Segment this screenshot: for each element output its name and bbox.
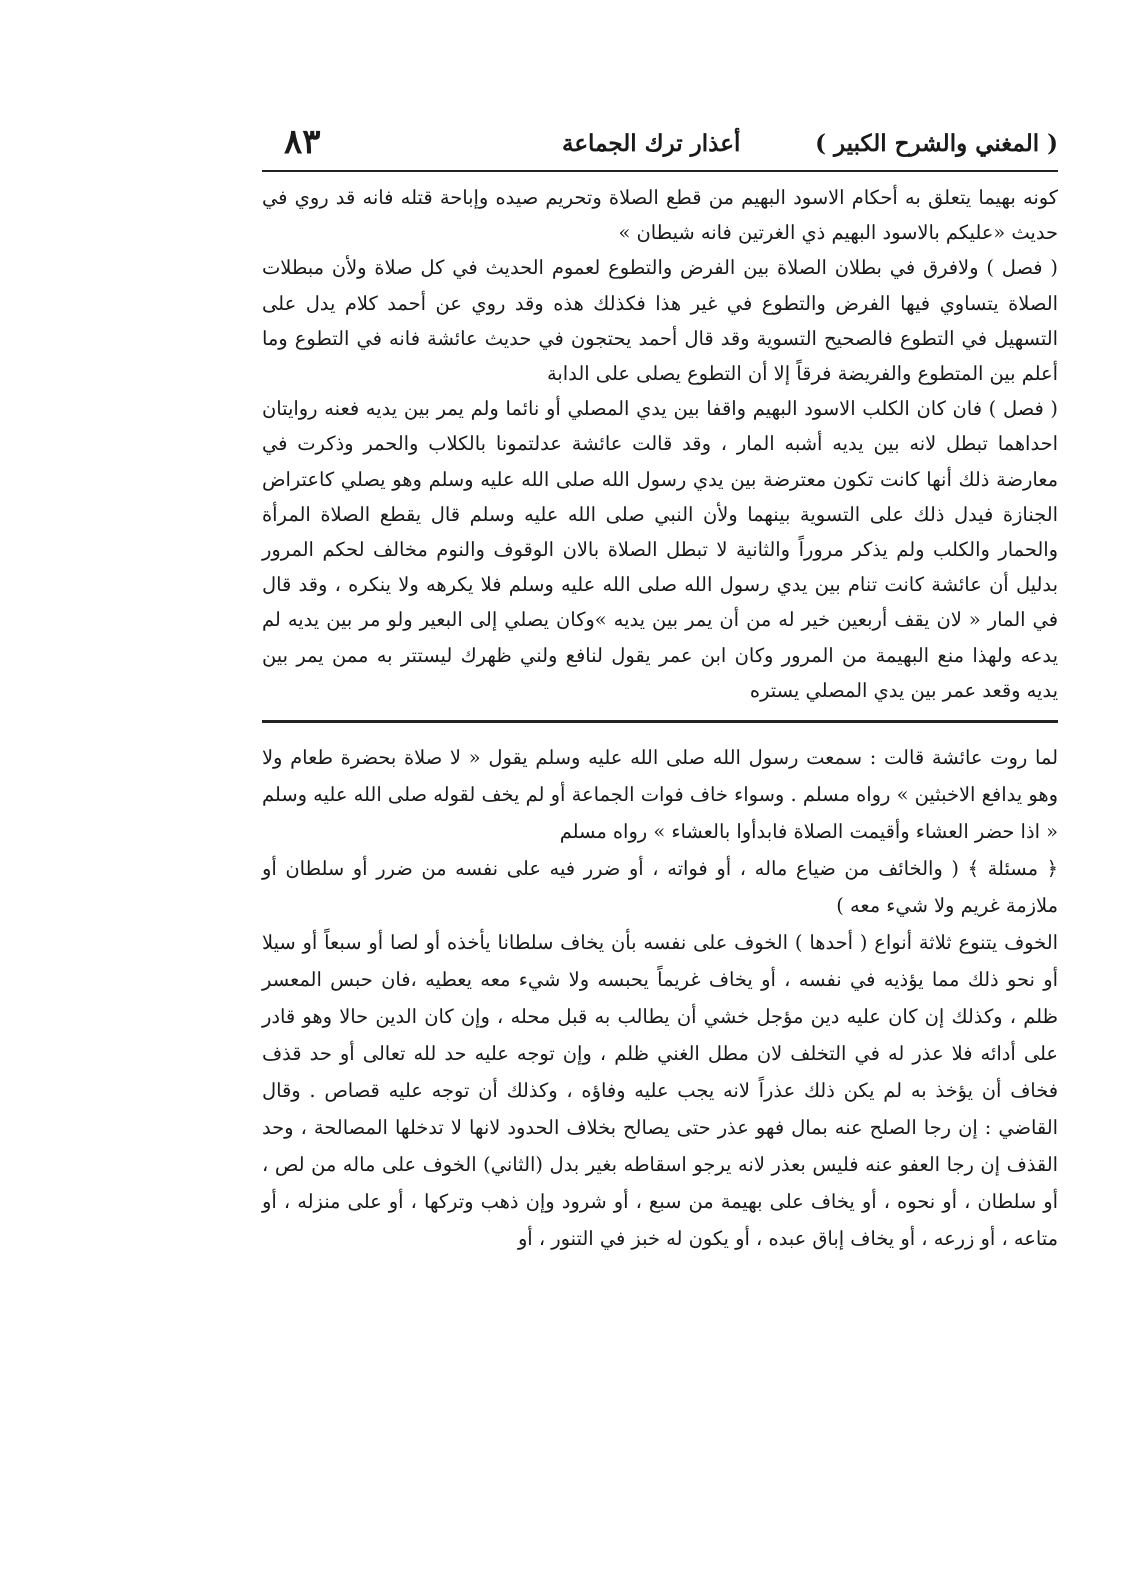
- main-paragraph: كونه بهيما يتعلق به أحكام الاسود البهيم من قطع الصلاة وتحريم صيده وإباحة قتله فانه قد روي في حديث «عليكم بالاسود البهيم ذي الغرتين فانه شيطان »: [262, 186, 1058, 245]
- book-page: [262, 118, 1058, 1257]
- section-title: أعذار ترك الجماعة: [562, 130, 741, 157]
- page-number: ٨٣: [284, 122, 321, 162]
- main-paragraph: ( فصل ) ولافرق في بطلان الصلاة بين الفرض والتطوع لعموم الحديث في كل صلاة ولأن مبطلات الصلاة يتساوي فيها الفرض والتطوع في غير هذا فكذلك هذه وقد روي عن أحمد كلام يدل على التسهيل في التطوع فالصحيح التسوية وقد قال أحمد يحتجون في حديث عائشة فانه في التطوع وما أعلم بين المتطوع والفريضة فرقاً إلا أن التطوع يصلى على الدابة: [262, 256, 1058, 386]
- book-title: ( المغني والشرح الكبير ): [815, 130, 1058, 157]
- main-text: [262, 180, 1058, 708]
- section-divider: [262, 720, 1058, 723]
- lower-text: [262, 739, 1058, 1257]
- lower-paragraph: ﴿ مسئلة ﴾ ( والخائف من ضياع ماله ، أو فواته ، أو ضرر فيه على نفسه من ضرر أو سلطان أو ملازمة غريم ولا شيء معه ): [262, 857, 1058, 918]
- page-header: [262, 118, 1058, 172]
- lower-paragraph: الخوف يتنوع ثلاثة أنواع ( أحدها ) الخوف على نفسه بأن يخاف سلطانا يأخذه أو لصا أو سبعاً أو سيلا أو نحو ذلك مما يؤذيه في نفسه ، أو يخاف غريماً يحبسه ولا شيء معه يعطيه ،فان حبس المعسر ظلم ، وكذلك إن كان عليه دين مؤجل خشي أن يطالب به قبل محله ، وإن كان الدين حالا وهو قادر على أدائه فلا عذر له في التخلف لان مطل الغني ظلم ، وإن توجه عليه حد لله تعالى أو حد قذف فخاف أن يؤخذ به لم يكن ذلك عذراً لانه يجب عليه وفاؤه ، وكذلك أن توجه عليه قصاص . وقال القاضي : إن رجا الصلح عنه بمال فهو عذر حتى يصالح بخلاف الحدود لانها لا تدخلها المصالحة ، وحد القذف إن رجا العفو عنه فليس بعذر لانه يرجو اسقاطه بغير بدل (الثاني) الخوف على ماله من لص ، أو سلطان ، أو نحوه ، أو يخاف على بهيمة من سبع ، أو شرود وإن ذهب وتركها ، أو على منزله ، أو متاعه ، أو زرعه ، أو يخاف إباق عبده ، أو يكون له خبز في التنور ، أو: [262, 931, 1058, 1251]
- main-paragraph: ( فصل ) فان كان الكلب الاسود البهيم واقفا بين يدي المصلي أو نائما ولم يمر بين يديه فعنه روايتان احداهما تبطل لانه بين يديه أشبه المار ، وقد قالت عائشة عدلتمونا بالكلاب والحمر وذكرت في معارضة ذلك أنها كانت تكون معترضة بين يدي رسول الله صلى الله عليه وسلم وهو يصلي كاعتراض الجنازة فيدل ذلك على التسوية بينهما ولأن النبي صلى الله عليه وسلم قال يقطع الصلاة المرأة والحمار والكلب ولم يذكر مروراً والثانية لا تبطل الصلاة بالان الوقوف والنوم مخالف لحكم المرور بدليل أن عائشة كانت تنام بين يدي رسول الله صلى الله عليه وسلم فلا يكرهه ولا ينكره ، وقد قال في المار « لان يقف أربعين خير له من أن يمر بين يديه »وكان يصلي إلى البعير ولو مر بين يديه لم يدعه ولهذا منع البهيمة من المرور وكان ابن عمر يقول لنافع ولني ظهرك ليستتر به ممن يمر بين يديه وقعد عمر بين يدي المصلي يستره: [262, 397, 1058, 702]
- lower-paragraph: لما روت عائشة قالت : سمعت رسول الله صلى الله عليه وسلم يقول « لا صلاة بحضرة طعام ولا وهو يدافع الاخبثين » رواه مسلم . وسواء خاف فوات الجماعة أو لم يخف لقوله صلى الله عليه وسلم « اذا حضر العشاء وأقيمت الصلاة فابدأوا بالعشاء » رواه مسلم: [262, 746, 1058, 844]
